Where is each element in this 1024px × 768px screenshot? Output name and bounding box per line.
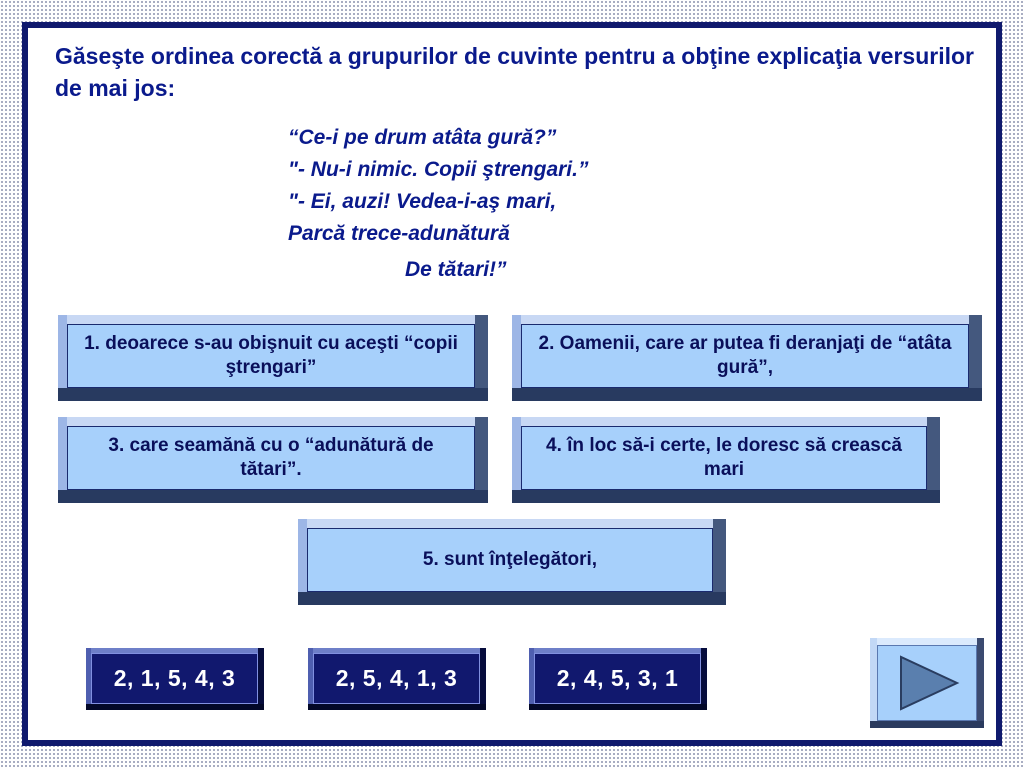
option-2-button[interactable] bbox=[512, 315, 982, 401]
next-button[interactable] bbox=[870, 638, 984, 728]
answer-button-1[interactable] bbox=[86, 648, 264, 710]
poem-line-4: Parcă trece-adunătură bbox=[288, 222, 510, 245]
option-1-button[interactable] bbox=[58, 315, 488, 401]
play-triangle-icon bbox=[887, 651, 967, 715]
option-5-label: 5. sunt înţelegători, bbox=[307, 528, 713, 592]
option-4-button[interactable] bbox=[512, 417, 940, 503]
answer-button-3[interactable] bbox=[529, 648, 707, 710]
option-3-button[interactable] bbox=[58, 417, 488, 503]
answer-label-2: 2, 5, 4, 1, 3 bbox=[313, 653, 480, 704]
answer-label-3: 2, 4, 5, 3, 1 bbox=[534, 653, 701, 704]
option-1-label: 1. deoarece s-au obişnuit cu aceşti “copii ştrengari” bbox=[67, 324, 475, 388]
option-3-label: 3. care seamănă cu o “adunătură de tătari”. bbox=[67, 426, 475, 490]
poem-line-1: “Ce-i pe drum atâta gură?” bbox=[288, 126, 557, 149]
poem-line-3: "- Ei, auzi! Vedea-i-aş mari, bbox=[288, 190, 557, 213]
option-5-button[interactable] bbox=[298, 519, 726, 605]
option-4-label: 4. în loc să-i certe, le doresc să crească mari bbox=[521, 426, 927, 490]
answer-button-2[interactable] bbox=[308, 648, 486, 710]
answer-label-1: 2, 1, 5, 4, 3 bbox=[91, 653, 258, 704]
poem-line-2: "- Nu-i nimic. Copii ştrengari.” bbox=[288, 158, 589, 181]
instruction-text: Găseşte ordinea corectă a grupurilor de cuvinte pentru a obţine explicaţia versurilor de mai jos: bbox=[55, 43, 975, 101]
poem-line-5: De tătari!” bbox=[405, 258, 507, 281]
option-2-label: 2. Oamenii, care ar putea fi deranjaţi de “atâta gură”, bbox=[521, 324, 969, 388]
